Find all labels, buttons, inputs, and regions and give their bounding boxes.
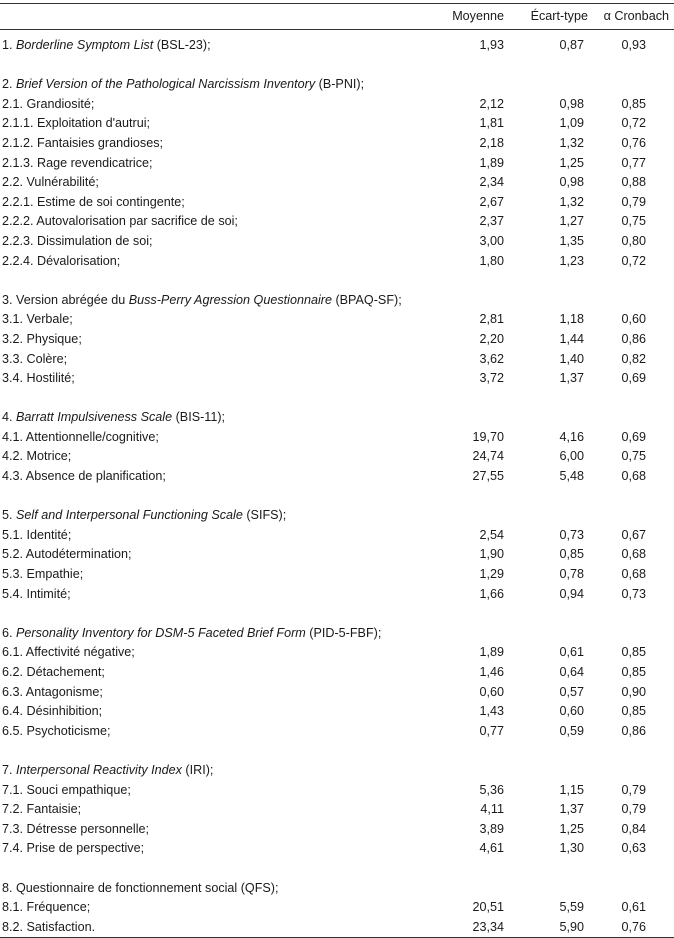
cell-sd: 1,44 <box>559 331 584 346</box>
table-row <box>0 839 674 859</box>
label-text: 2.1.3. Rage revendicatrice; <box>2 155 153 170</box>
cell-sd: 0,61 <box>559 645 584 660</box>
table-row <box>0 114 674 134</box>
row-label <box>0 820 430 840</box>
label-text: 2.1. Grandiosité; <box>2 96 95 111</box>
cell-sd <box>516 408 598 428</box>
label-text: 6.2. Détachement; <box>2 665 105 679</box>
table-row <box>0 310 674 330</box>
cell-alpha: 0,77 <box>621 155 646 170</box>
cell-sd <box>516 291 598 311</box>
label-italic-title: Personality Inventory for DSM-5 Faceted Brief Form <box>16 625 306 640</box>
cell-mean: 1,80 <box>479 253 504 268</box>
cell-mean <box>430 879 516 899</box>
row-label <box>0 722 430 742</box>
table-row <box>0 30 674 56</box>
cell-sd: 0,85 <box>559 547 584 562</box>
table-row <box>0 232 674 252</box>
cell-mean <box>430 624 516 644</box>
label-text: 5.1. Identité; <box>2 527 72 542</box>
row-label <box>0 154 430 174</box>
row-spacer <box>0 56 674 76</box>
cell-alpha: 0,76 <box>598 918 674 938</box>
row-label <box>0 212 430 232</box>
section-title <box>0 624 430 644</box>
label-text: 3.4. Hostilité; <box>2 371 75 386</box>
row-label <box>0 310 430 330</box>
label-suffix: (PID-5-FBF); <box>305 625 382 640</box>
table-row <box>0 447 674 467</box>
cell-mean: 2,67 <box>479 194 504 209</box>
row-label <box>0 30 430 56</box>
label-suffix: (SIFS); <box>242 508 287 523</box>
cell-alpha: 0,85 <box>621 704 646 719</box>
label-text: 7.2. Fantaisie; <box>2 802 82 817</box>
cell-alpha: 0,69 <box>621 429 646 444</box>
label-text: 5. <box>2 508 17 523</box>
cell-sd: 1,25 <box>559 821 584 836</box>
row-label <box>0 702 430 722</box>
label-suffix: (BIS-11); <box>172 410 226 425</box>
cell-alpha <box>598 879 674 899</box>
row-label <box>0 918 430 938</box>
section-heading-row <box>0 291 674 311</box>
section-heading-row <box>0 75 674 95</box>
row-label <box>0 585 430 605</box>
row-spacer <box>0 741 674 761</box>
table-row <box>0 252 674 272</box>
row-spacer <box>0 389 674 409</box>
label-text: 3. Version abrégée du <box>2 292 129 307</box>
cell-sd: 0,98 <box>559 96 584 111</box>
row-label <box>0 369 430 389</box>
label-suffix: (BSL-23); <box>153 38 211 52</box>
table-row <box>0 193 674 213</box>
cell-sd: 6,00 <box>559 449 584 464</box>
row-spacer <box>0 271 674 291</box>
cell-sd: 0,73 <box>559 527 584 542</box>
label-italic-title: Interpersonal Reactivity Index <box>16 762 182 777</box>
label-suffix: (BPAQ-SF); <box>331 292 402 307</box>
cell-alpha <box>598 75 674 95</box>
section-title <box>0 506 430 526</box>
cell-sd <box>516 624 598 644</box>
cell-mean: 2,54 <box>479 527 504 542</box>
cell-mean <box>430 75 516 95</box>
section-title <box>0 761 430 781</box>
label-text: 2.1.2. Fantaisies grandioses; <box>2 135 164 150</box>
row-label <box>0 252 430 272</box>
label-text: 8.2. Satisfaction. <box>2 919 96 934</box>
cell-alpha <box>598 624 674 644</box>
results-table <box>0 3 674 938</box>
cell-sd: 0,94 <box>559 586 584 601</box>
row-label <box>0 467 430 487</box>
table-row <box>0 173 674 193</box>
cell-mean <box>430 506 516 526</box>
cell-sd: 0,60 <box>559 704 584 719</box>
cell-alpha: 0,88 <box>621 175 646 190</box>
cell-alpha: 0,63 <box>621 841 646 856</box>
section-heading-row <box>0 506 674 526</box>
cell-mean <box>430 761 516 781</box>
cell-mean: 1,66 <box>479 586 504 601</box>
cell-alpha: 0,76 <box>621 135 646 150</box>
table-row <box>0 918 674 938</box>
cell-mean: 23,34 <box>430 918 516 938</box>
cell-alpha: 0,86 <box>621 331 646 346</box>
cell-alpha: 0,68 <box>621 469 646 484</box>
cell-alpha: 0,75 <box>621 449 646 464</box>
cell-alpha: 0,72 <box>621 253 646 268</box>
row-label <box>0 350 430 370</box>
row-spacer <box>0 859 674 879</box>
cell-sd: 1,32 <box>559 135 584 150</box>
section-heading-row <box>0 761 674 781</box>
cell-alpha: 0,84 <box>621 821 646 836</box>
cell-sd: 1,15 <box>559 782 584 797</box>
label-text: 7.4. Prise de perspective; <box>2 841 145 856</box>
cell-mean: 24,74 <box>472 449 504 464</box>
table-body <box>0 30 674 938</box>
label-text: 2.2. Vulnérabilité; <box>2 175 99 190</box>
label-text: 2.2.3. Dissimulation de soi; <box>2 233 153 248</box>
label-text: 4.2. Motrice; <box>2 449 72 464</box>
header-label <box>0 4 430 30</box>
label-text: 6.1. Affectivité négative; <box>2 645 135 660</box>
cell-sd <box>516 506 598 526</box>
row-label <box>0 526 430 546</box>
table-row <box>0 820 674 840</box>
cell-sd: 1,25 <box>559 155 584 170</box>
label-text: 3.3. Colère; <box>2 351 68 366</box>
cell-alpha: 0,82 <box>621 351 646 366</box>
cell-sd: 1,09 <box>559 116 584 131</box>
cell-sd: 1,37 <box>559 802 584 817</box>
table-row <box>0 643 674 663</box>
section-title <box>0 408 430 428</box>
cell-mean: 1,46 <box>479 665 504 679</box>
cell-mean: 1,29 <box>479 567 504 582</box>
label-italic-title: Borderline Symptom List <box>16 38 154 52</box>
label-text: 4.1. Attentionnelle/cognitive; <box>2 429 159 444</box>
row-spacer <box>0 604 674 624</box>
section-heading-row <box>0 879 674 899</box>
table-row <box>0 212 674 232</box>
label-text: 2.1.1. Exploitation d'autrui; <box>2 116 151 131</box>
cell-alpha: 0,72 <box>621 116 646 131</box>
cell-alpha: 0,79 <box>621 802 646 817</box>
row-label <box>0 839 430 859</box>
cell-alpha <box>598 291 674 311</box>
row-label <box>0 330 430 350</box>
cell-mean: 2,18 <box>479 135 504 150</box>
section-title <box>0 75 430 95</box>
label-text: 3.1. Verbale; <box>2 312 73 327</box>
cell-alpha: 0,75 <box>621 214 646 229</box>
table-row <box>0 526 674 546</box>
cell-mean: 3,72 <box>479 371 504 386</box>
cell-mean <box>430 291 516 311</box>
table-row <box>0 663 674 683</box>
label-suffix: (B-PNI); <box>315 77 365 92</box>
cell-mean: 1,81 <box>479 116 504 131</box>
label-italic-title: Self and Interpersonal Functioning Scale <box>16 508 243 523</box>
row-label <box>0 95 430 115</box>
label-text: 3.2. Physique; <box>2 331 82 346</box>
cell-alpha: 0,60 <box>621 312 646 327</box>
label-text: 7. <box>2 762 17 777</box>
cell-mean: 4,61 <box>479 841 504 856</box>
cell-mean: 19,70 <box>472 429 504 444</box>
row-label <box>0 643 430 663</box>
table-row <box>0 467 674 487</box>
table-row <box>0 350 674 370</box>
cell-alpha: 0,85 <box>621 645 646 660</box>
label-italic-title: Brief Version of the Pathological Narcissism Inventory <box>16 77 316 92</box>
row-label <box>0 663 430 683</box>
cell-alpha: 0,85 <box>621 665 646 679</box>
cell-mean <box>430 408 516 428</box>
cell-sd: 1,23 <box>559 253 584 268</box>
label-text: 7.3. Détresse personnelle; <box>2 821 150 836</box>
table-row <box>0 702 674 722</box>
cell-sd: 0,64 <box>559 665 584 679</box>
table-row <box>0 585 674 605</box>
cell-mean: 4,11 <box>480 802 504 817</box>
label-text: 2. <box>2 77 17 92</box>
row-label <box>0 428 430 448</box>
table-row <box>0 800 674 820</box>
row-label <box>0 134 430 154</box>
cell-alpha <box>598 761 674 781</box>
cell-sd: 0,57 <box>559 684 584 699</box>
header-sd: Écart-type <box>516 4 598 30</box>
label-text: 8.1. Fréquence; <box>2 900 91 915</box>
label-text: 2.2.1. Estime de soi contingente; <box>2 194 185 209</box>
cell-alpha <box>598 506 674 526</box>
table-row <box>0 565 674 585</box>
row-label <box>0 781 430 801</box>
label-text: 4.3. Absence de planification; <box>2 469 166 484</box>
label-text: 7.1. Souci empathique; <box>2 782 131 797</box>
label-text: 5.3. Empathie; <box>2 567 84 582</box>
label-text: 2.2.4. Dévalorisation; <box>2 253 121 268</box>
cell-sd <box>516 879 598 899</box>
cell-sd: 0,78 <box>559 567 584 582</box>
label-italic-title: Barratt Impulsiveness Scale <box>16 410 173 425</box>
table-row <box>0 330 674 350</box>
cell-alpha: 0,86 <box>621 723 646 738</box>
cell-mean: 1,89 <box>479 155 504 170</box>
cell-mean: 2,37 <box>479 214 504 229</box>
cell-mean: 2,81 <box>479 312 504 327</box>
cell-mean: 3,62 <box>479 351 504 366</box>
row-label <box>0 173 430 193</box>
cell-mean: 2,20 <box>479 331 504 346</box>
table-row <box>0 683 674 703</box>
section-heading-row <box>0 624 674 644</box>
section-title <box>0 879 430 899</box>
table-row <box>0 781 674 801</box>
header-mean: Moyenne <box>430 4 516 30</box>
cell-alpha: 0,67 <box>621 527 646 542</box>
cell-sd: 0,87 <box>559 38 584 52</box>
cell-alpha: 0,80 <box>621 233 646 248</box>
cell-sd: 1,35 <box>559 233 584 248</box>
row-spacer <box>0 487 674 507</box>
cell-mean: 2,12 <box>479 96 504 111</box>
cell-sd: 1,40 <box>559 351 584 366</box>
cell-sd: 0,59 <box>559 723 584 738</box>
table-row <box>0 545 674 565</box>
row-label <box>0 232 430 252</box>
table-row <box>0 154 674 174</box>
row-label <box>0 800 430 820</box>
cell-mean: 1,90 <box>479 547 504 562</box>
cell-sd: 1,32 <box>559 194 584 209</box>
label-italic-title: Buss-Perry Agression Questionnaire <box>128 292 332 307</box>
cell-alpha <box>598 408 674 428</box>
cell-sd: 5,59 <box>559 900 584 915</box>
cell-mean: 20,51 <box>472 900 504 915</box>
cell-alpha: 0,90 <box>621 684 646 699</box>
cell-mean: 1,93 <box>479 38 504 52</box>
row-label <box>0 683 430 703</box>
table-row <box>0 134 674 154</box>
label-text: 2.2.2. Autovalorisation par sacrifice de soi; <box>2 214 238 229</box>
row-label <box>0 545 430 565</box>
header-alpha: α Cronbach <box>598 4 674 30</box>
cell-mean: 2,34 <box>479 175 504 190</box>
cell-sd <box>516 761 598 781</box>
cell-mean: 0,77 <box>479 723 504 738</box>
table-row <box>0 428 674 448</box>
cell-sd: 0,98 <box>559 175 584 190</box>
cell-mean: 3,89 <box>479 821 504 836</box>
cell-alpha: 0,85 <box>621 96 646 111</box>
cell-alpha: 0,93 <box>621 38 646 52</box>
table-row <box>0 369 674 389</box>
table-row <box>0 898 674 918</box>
cell-mean: 3,00 <box>479 233 504 248</box>
table-row <box>0 95 674 115</box>
cell-mean: 0,60 <box>479 684 504 699</box>
table-header <box>0 4 674 30</box>
section-title <box>0 291 430 311</box>
cell-alpha: 0,73 <box>621 586 646 601</box>
cell-sd: 5,90 <box>516 918 598 938</box>
label-text: 1. <box>2 38 17 52</box>
label-text: 6. <box>2 625 17 640</box>
row-label <box>0 565 430 585</box>
label-text: 6.5. Psychoticisme; <box>2 723 111 738</box>
label-text: 5.4. Intimité; <box>2 586 71 601</box>
cell-sd: 1,27 <box>559 214 584 229</box>
table-row <box>0 722 674 742</box>
cell-sd: 1,37 <box>559 371 584 386</box>
cell-sd: 1,18 <box>559 312 584 327</box>
row-label <box>0 447 430 467</box>
row-label <box>0 898 430 918</box>
label-text: 4. <box>2 410 17 425</box>
cell-mean: 1,43 <box>479 704 504 719</box>
section-heading-row <box>0 408 674 428</box>
cell-sd: 4,16 <box>559 429 584 444</box>
cell-sd: 1,30 <box>559 841 584 856</box>
row-label <box>0 193 430 213</box>
cell-sd <box>516 75 598 95</box>
cell-alpha: 0,61 <box>621 900 646 915</box>
label-text: 6.3. Antagonisme; <box>2 684 103 699</box>
cell-mean: 5,36 <box>479 782 504 797</box>
cell-mean: 1,89 <box>479 645 504 660</box>
label-text: 8. Questionnaire de fonctionnement social (QFS); <box>2 880 279 895</box>
label-text: 6.4. Désinhibition; <box>2 704 103 719</box>
label-text: 5.2. Autodétermination; <box>2 547 132 562</box>
cell-alpha: 0,79 <box>621 782 646 797</box>
cell-mean: 27,55 <box>472 469 504 484</box>
cell-sd: 5,48 <box>559 469 584 484</box>
cell-alpha: 0,68 <box>621 547 646 562</box>
row-label <box>0 114 430 134</box>
cell-alpha: 0,79 <box>621 194 646 209</box>
cell-alpha: 0,69 <box>621 371 646 386</box>
label-suffix: (IRI); <box>181 762 214 777</box>
cell-alpha: 0,68 <box>621 567 646 582</box>
